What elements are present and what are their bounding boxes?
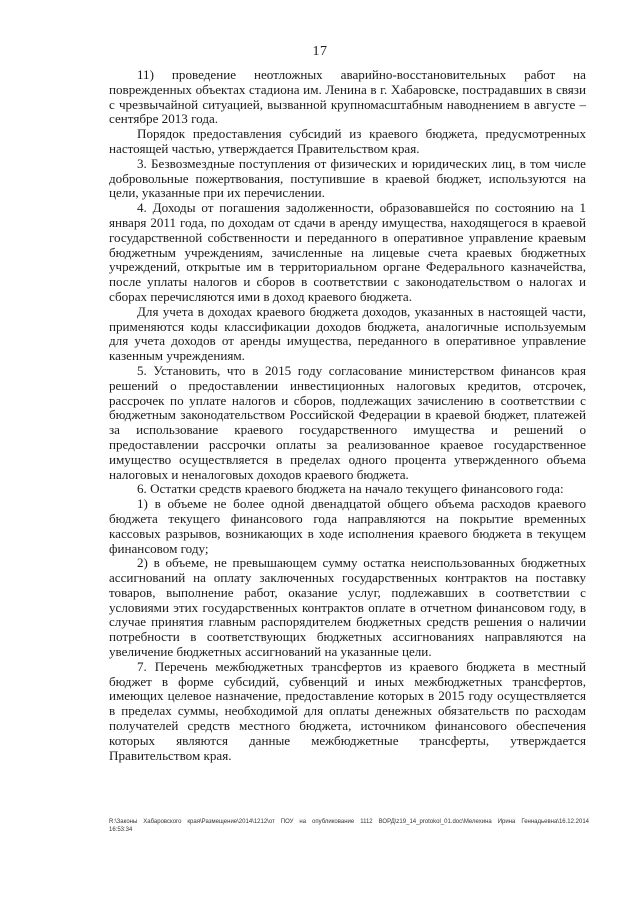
- paragraph-section-5: 5. Установить, что в 2015 году согласование министерством финансов края решений о предоставлении инвестиционных налоговых кредитов, отсрочек, рассрочек по уплате налогов и сборов, подлежащих зачислению в соответствии с бюджетным законодательством Российской Федерации в краевой бюджет, платежей за использование краевого государственного имущества и решений о предоставлении рассрочки оплаты за реализованное краевое государственное имущество осуществляется в пределах одного процента утвержденного объема налоговых и неналоговых доходов краевого бюджета.: [109, 362, 586, 482]
- paragraph-section-6-item-2: 2) в объеме, не превышающем сумму остатка неиспользованных бюджетных ассигнований на оплату заключенных государственных контрактов на поставку товаров, выполнение работ, оказание услуг, подлежавших в соответствии с условиями этих государственных контрактов оплате в отчетном финансовом году, в случае принятия главным распорядителем бюджетных средств решения о наличии потребности в соответствующих бюджетных ассигнованиях направляются на увеличение бюджетных ассигнований на указанные цели.: [109, 555, 586, 660]
- paragraph-item-11: 11) проведение неотложных аварийно-восстановительных работ на поврежденных объектах стадиона им. Ленина в г. Хабаровске, пострадавших в связи с чрезвычайной ситуацией, вызванной крупномасштабным наводнением в августе – сентябре 2013 года.: [109, 67, 586, 127]
- paragraph-section-6: 6. Остатки средств краевого бюджета на начало текущего финансового года:: [137, 481, 564, 497]
- paragraph-subsidy-procedure: Порядок предоставления субсидий из краевого бюджета, предусмотренных настоящей частью, утверждается Правительством края.: [109, 126, 586, 156]
- paragraph-section-6-item-1: 1) в объеме не более одной двенадцатой общего объема расходов краевого бюджета текущего финансового года направляются на покрытие временных кассовых разрывов, возникающих в ходе исполнения краевого бюджета в текущем финансовом году;: [109, 496, 586, 556]
- page-number: 17: [312, 44, 328, 59]
- paragraph-income-accounting: Для учета в доходах краевого бюджета доходов, указанных в настоящей части, применяются коды классификации доходов бюджета, аналогичные используемым для учета доходов от аренды имущества, переданного в оперативное управление казенным учреждениям.: [109, 303, 586, 364]
- paragraph-section-4: 4. Доходы от погашения задолженности, образовавшейся по состоянию на 1 января 2011 года, по доходам от сдачи в аренду имущества, находящегося в краевой государственной собственности и переданного в оперативное управление краевым бюджетным учреждениям, зачисленные на лицевые счета краевых бюджетных учреждений, открытые им в территориальном органе Федерального казначейства, после уплаты налогов и сборов в соответствии с законодательством о налогах и сборах перечисляются ими в доход краевого бюджета.: [109, 200, 586, 304]
- paragraph-section-3: 3. Безвозмездные поступления от физических и юридических лиц, в том числе добровольные пожертвования, поступившие в краевой бюджет, используются на цели, указанные при их перечислении.: [109, 155, 586, 201]
- footer-file-path: R:\Законы Хабаровского края\Размещение\2014\1212\от ПОУ на опубликование 1112 ВОРД\z19_14_protokol_01.doc\Мелехина Ирина Геннадьевна\16.12.2014 16:53:34: [109, 819, 589, 833]
- document-body: [109, 68, 586, 763]
- paragraph-section-7: 7. Перечень межбюджетных трансфертов из краевого бюджета в местный бюджет в форме субсидий, субвенций и иных межбюджетных трансфертов, имеющих целевое назначение, предоставление которых в 2015 году осуществляется в пределах суммы, необходимой для оплаты денежных обязательств по расходам получателей средств местного бюджета, источником финансового обеспечения которых являются данные межбюджетные трансферты, утверждается Правительством края.: [109, 658, 586, 763]
